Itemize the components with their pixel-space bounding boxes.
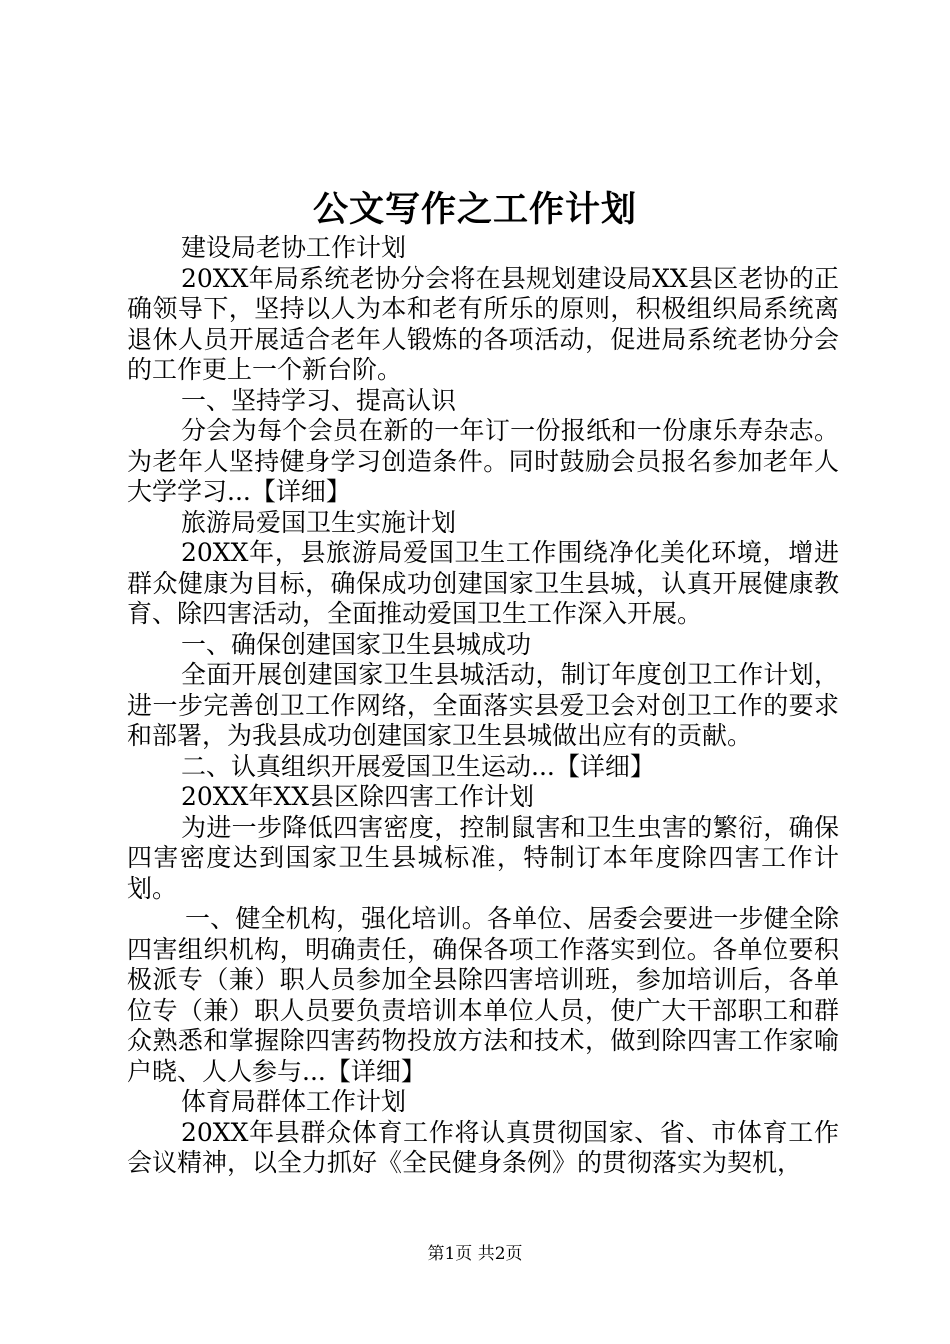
paragraph-pest-control-organization: 一、健全机构，强化培训。各单位、居委会要进一步健全除四害组织机构，明确责任，确保各项工作落实到位。各单位要积极派专（兼）职人员参加全县除四害培训班，参加培训后，各单位专（兼）职人员要负责培训本单位人员，使广大干部职工和群众熟悉和掌握除四害药物投放方法和技术，做到除四害工作家喻户晓、人人参与...【详细】 [127, 904, 839, 1086]
section-heading-tourism: 旅游局爱国卫生实施计划 [181, 507, 457, 537]
document-title: 公文写作之工作计划 [312, 189, 637, 230]
paragraph-pest-control-intro: 为进一步降低四害密度，控制鼠害和卫生虫害的繁衍，确保四害密度达到国家卫生县城标准，特制订本年度除四害工作计划。 [127, 812, 839, 903]
paragraph-sports-intro: 20XX年县群众体育工作将认真贯彻国家、省、市体育工作会议精神，以全力抓好《全民健身条例》的贯彻落实为契机， [127, 1117, 839, 1177]
paragraph-study: 分会为每个会员在新的一年订一份报纸和一份康乐寿杂志。为老年人坚持健身学习创造条件。同时鼓励会员报名参加老年人大学学习...【详细】 [127, 416, 839, 506]
paragraph-construction-intro: 20XX年局系统老协分会将在县规划建设局XX县区老协的正确领导下，坚持以人为本和老有所乐的原则，积极组织局系统离退休人员开展适合老年人锻炼的各项活动，促进局系统老协分会的工作更上一个新台阶。 [127, 263, 839, 384]
paragraph-tourism-intro: 20XX年，县旅游局爱国卫生工作围绕净化美化环境，增进群众健康为目标，确保成功创建国家卫生县城，认真开展健康教育、除四害活动，全面推动爱国卫生工作深入开展。 [127, 538, 839, 628]
subheading-hygiene-county: 一、确保创建国家卫生县城成功 [181, 629, 532, 659]
page-number: 第1页 共2页 [427, 1244, 523, 1264]
paragraph-hygiene-county: 全面开展创建国家卫生县城活动，制订年度创卫工作计划，进一步完善创卫工作网络，全面落实县爱卫会对创卫工作的要求和部署，为我县成功创建国家卫生县城做出应有的贡献。 [127, 660, 839, 750]
document-body [127, 233, 839, 1179]
section-heading-sports: 体育局群体工作计划 [181, 1087, 407, 1116]
subheading-study: 一、坚持学习、提高认识 [181, 385, 457, 415]
subheading-hygiene-campaign: 二、认真组织开展爱国卫生运动...【详细】 [181, 751, 655, 781]
section-heading-construction: 建设局老协工作计划 [181, 233, 407, 262]
section-heading-pest-control: 20XX年XX县区除四害工作计划 [181, 782, 535, 811]
